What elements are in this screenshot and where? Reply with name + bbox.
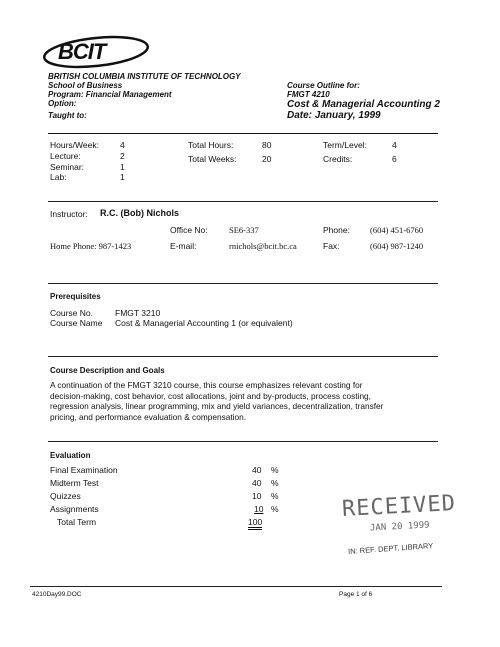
total-weeks-label: Total Weeks:	[188, 154, 237, 164]
total-hours-label: Total Hours:	[188, 140, 234, 150]
description-line: pricing, and performance evaluation & compensation.	[50, 411, 247, 422]
eval-row-value: 40	[252, 465, 262, 475]
description-divider	[48, 441, 438, 442]
school-name: School of Business	[48, 81, 123, 90]
fax-value: (604) 987-1240	[370, 241, 424, 251]
description-text	[50, 380, 445, 422]
course-date: Date: January, 1999	[287, 110, 381, 121]
lecture-value: 2	[120, 151, 125, 161]
evaluation-title: Evaluation	[50, 451, 91, 460]
eval-row-label: Midterm Test	[50, 478, 99, 488]
institute-name: BRITISH COLUMBIA INSTITUTE OF TECHNOLOGY	[48, 72, 241, 81]
footer-filename: 4210Day99.DOC	[32, 591, 82, 598]
description-line: decision-making, cost behavior, cost allocations, joint and by-products, process costing,	[50, 390, 371, 401]
course-no-label: Course No.	[50, 308, 93, 318]
taught-to-label: Taught to:	[48, 111, 87, 120]
description-title: Course Description and Goals	[50, 366, 165, 375]
credits-value: 6	[392, 154, 397, 164]
instructor-name: R.C. (Bob) Nichols	[100, 208, 179, 218]
prerequisites-title: Prerequisites	[50, 292, 101, 301]
hours-week-label: Hours/Week:	[50, 140, 99, 150]
term-value: 4	[392, 140, 397, 150]
course-name-label: Course Name	[50, 318, 103, 328]
lab-label: Lab:	[50, 172, 67, 182]
received-stamp-dept: IN: REF. DEPT. LIBRARY	[347, 541, 434, 556]
seminar-label: Seminar:	[50, 162, 85, 172]
phone-label: Phone:	[323, 225, 350, 235]
eval-row-unit: %	[271, 504, 279, 514]
prereq-divider	[48, 356, 438, 357]
email-label: E-mail:	[170, 241, 197, 251]
eval-row-label: Assignments	[50, 504, 99, 514]
instructor-label: Instructor:	[50, 209, 88, 219]
hours-week-value: 4	[120, 140, 125, 150]
fax-label: Fax:	[323, 241, 340, 251]
footer-divider	[30, 586, 442, 587]
eval-row-unit: %	[271, 465, 279, 475]
hours-divider	[48, 201, 438, 202]
course-title: Cost & Managerial Accounting 2	[287, 99, 440, 110]
course-code: FMGT 4210	[287, 90, 330, 99]
outline-label: Course Outline for:	[287, 81, 360, 90]
credits-label: Credits:	[323, 154, 353, 164]
email-value: rnichols@bcit.bc.ca	[229, 241, 297, 251]
bcit-logo	[40, 34, 152, 70]
instructor-divider	[48, 283, 438, 284]
logo-text: BCIT	[58, 39, 106, 64]
eval-row-label: Final Examination	[50, 465, 118, 475]
received-stamp-date: JAN 20 1999	[369, 520, 430, 534]
total-term-label: Total Term	[57, 517, 97, 527]
total-hours-value: 80	[262, 140, 272, 150]
eval-row-value: 40	[252, 478, 262, 488]
eval-row-value: 10	[254, 504, 264, 514]
phone-value: (604) 451-6760	[370, 225, 424, 235]
seminar-value: 1	[120, 162, 125, 172]
option-label: Option:	[48, 99, 77, 108]
header-divider	[48, 133, 438, 134]
lecture-label: Lecture:	[50, 151, 81, 161]
program-name: Program: Financial Management	[48, 90, 172, 99]
total-term-value: 100	[248, 517, 262, 530]
total-weeks-value: 20	[262, 154, 272, 164]
office-value: SE6-337	[229, 225, 259, 235]
home-phone: Home Phone: 987-1423	[50, 241, 132, 251]
description-line: A continuation of the FMGT 3210 course, this course emphasizes relevant costing for	[50, 380, 363, 390]
office-label: Office No:	[170, 225, 208, 235]
description-line: regression analysis, linear programming, mix and yield variances, decentralization, transfer	[50, 401, 384, 411]
eval-row-unit: %	[271, 478, 279, 488]
course-name-value: Cost & Managerial Accounting 1 (or equivalent)	[115, 318, 293, 328]
eval-row-label: Quizzes	[50, 491, 81, 501]
course-no-value: FMGT 3210	[115, 308, 161, 318]
footer-page: Page 1 of 6	[339, 591, 373, 598]
term-label: Term/Level:	[323, 140, 367, 150]
received-stamp-text: RECEIVED	[341, 491, 457, 522]
eval-row-value: 10	[252, 491, 262, 501]
lab-value: 1	[120, 172, 125, 182]
eval-row-unit: %	[271, 491, 279, 501]
received-stamp	[340, 491, 457, 564]
